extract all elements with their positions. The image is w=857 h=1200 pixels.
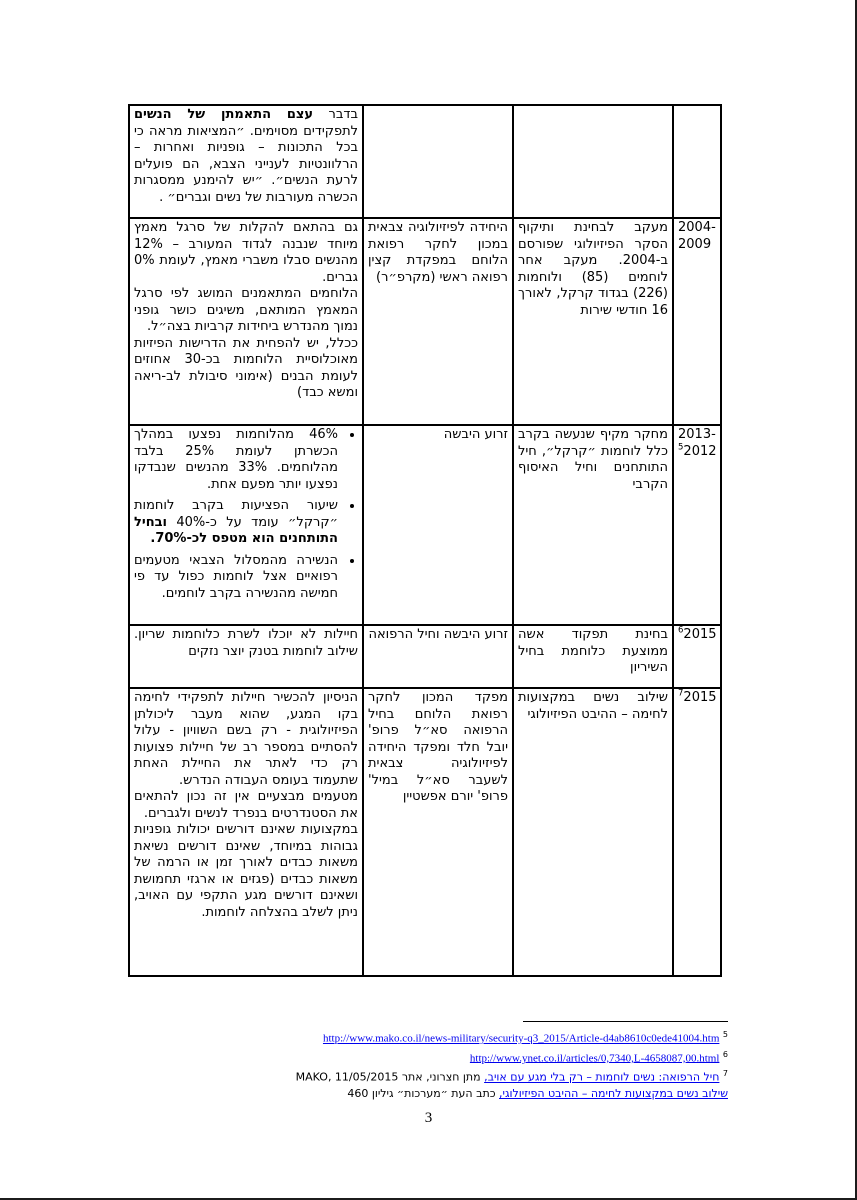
study-cell xyxy=(513,218,673,425)
findings-cell xyxy=(129,688,363,976)
findings-paragraph: הלוחמים המתאמנים המושג לפי סרגל המאמץ המותאם, משיגים כושר גופני נמוך מהנדרש ביחידות קרביות בצה״ל. xyxy=(134,286,358,334)
year-range-end: $^5$2012 xyxy=(678,442,717,459)
footnote-citation-text: כתב העת ״מערכות״ גיליון 460 xyxy=(347,1086,500,1100)
footnote-6 xyxy=(114,1047,728,1067)
table-row xyxy=(129,425,721,625)
findings-paragraph: הניסיון להכשיר חיילות לתפקידי לחימה בקו המגע, שהוא מעבר ליכולתן הפיזיולוגית - רק בשם השוויון - עלול להסתיים במספר רב של חיילות פצועות רק כדי לאתר את החיילת האחת שתעמוד בעומס העבודה הנדרש. xyxy=(134,690,358,788)
footnote-7 xyxy=(114,1066,728,1102)
findings-text: בדבר xyxy=(313,107,358,122)
findings-paragraph: חיילות לא יוכלו לשרת כלוחמות שריון. שילוב לוחמות בטנק יוצר נזקים xyxy=(134,627,358,659)
researcher-text: מפקד המכון לחקר רפואת הלוחם בחיל הרפואה סא״ל פרופ' יובל חלד ומפקד היחידה לפיזיולוגיה צבאית לשעבר סא״ל במיל' פרופ' יורם אפשטיין xyxy=(368,690,508,804)
bullet-item: • הנשירה מהמסלול הצבאי מטעמים רפואיים אצל לוחמות כפול עד פי חמישה מהנשירה בקרב לוחמים. xyxy=(134,553,340,603)
bullet-item: • שיעור הפציעות בקרב לוחמות ״קרקל״ עומד על כ-40% ובחיל התותחנים הוא מטפס לכ-70%. xyxy=(134,498,340,548)
footnote-ref[interactable]: 6 xyxy=(678,625,684,636)
table-row xyxy=(129,688,721,976)
footnote-citation-text: מתן חצרוני, אתר MAKO, 11/05/2015 xyxy=(295,1070,485,1084)
findings-paragraph: במקצועות שאינם דורשים יכולות גופניות גבוהות במיוחד, שאינם דורשים נשיאת משאות כבדים לאורך זמן או הרמה של משאות כבדים (פגזים או ארגזי תחמושת ושאינם דורשים מגע התקפי עם האויב, ניתן לשלב בהצלחה לוחמות. xyxy=(134,822,358,920)
year-cell xyxy=(673,425,721,625)
findings-text: לתפקידים מסוימים. ״המציאות מראה כי בכל התכונות – גופניות ואחרות – הרלוונטיות לענייני הצבא, הם פועלים לרעת הנשים״. ״יש להימנע ממסגרות הכשרה מעורבות של נשים וגברים״ . xyxy=(134,123,358,205)
study-text: מחקר מקיף שנעשה בקרב כלל לוחמות ״קרקל״, חיל התותחנים וחיל האיסוף הקרבי xyxy=(518,427,668,492)
footnote-link-mako-url[interactable]: http://www.mako.co.il/news-military/security-q3_2015/Article-d4ab8610c0ede41004.htm xyxy=(322,1032,720,1045)
study-cell xyxy=(513,105,673,218)
study-cell xyxy=(513,688,673,976)
footnote-link-ynet-url[interactable]: http://www.ynet.co.il/articles/0,7340,L-4658087,00.html xyxy=(469,1052,720,1065)
findings-paragraph: ככלל, יש להפחית את הדרישות הפיזיות מאוכלוסיית הלוחמות בכ-30 אחוזים לעומת הבנים (אימוני סיבולת לב-ריאה ומשא כבד) xyxy=(134,335,358,400)
footnote-link-article-2[interactable]: שילוב נשים במקצועות לחימה – ההיבט הפיזיולוגי, xyxy=(499,1086,728,1100)
findings-bold-text: ובחיל התותחנים הוא מטפס לכ-70%. xyxy=(134,514,338,546)
bullet-item: • 46% מהלוחמות נפצעו במהלך הכשרתן לעומת 25% בלבד מהלוחמים. 33% מהנשים שנבדקו נפצעו יותר מפעם אחת. xyxy=(134,427,340,493)
table-row xyxy=(129,625,721,688)
study-cell xyxy=(513,425,673,625)
footnote-number: 7 xyxy=(722,1069,728,1079)
study-cell xyxy=(513,625,673,688)
study-text: מעקב לבחינת ותיקוף הסקר הפיזיולוגי שפורסם ב-2004. מעקב אחר לוחמים (85) ולוחמות (226) בגדוד קרקל, לאורך 16 חודשי שירות xyxy=(518,220,668,318)
footnotes-section xyxy=(114,1021,728,1102)
footnote-ref[interactable]: 5 xyxy=(678,442,684,453)
table-row xyxy=(129,105,721,218)
researcher-text: זרוע היבשה וחיל הרפואה xyxy=(368,627,508,642)
footnote-link-article-1[interactable]: חיל הרפואה: נשים לוחמות – רק בלי מגע עם אויב, xyxy=(484,1070,720,1084)
findings-bullet-list xyxy=(134,427,358,602)
findings-bold-text: עצם התאמתן של הנשים xyxy=(134,107,314,122)
studies-table xyxy=(128,104,722,977)
year-cell xyxy=(673,105,721,218)
footnote-number: 5 xyxy=(722,1030,728,1039)
year-value: 2015 xyxy=(683,627,717,642)
year-range-end: 2009 xyxy=(678,236,712,252)
researcher-cell xyxy=(363,218,513,425)
findings-paragraph: מטעמים מבצעיים אין זה נכון להתאים את הסטנדרטים בנפרד לנשים ולגברים. xyxy=(134,789,358,821)
findings-cell xyxy=(129,105,363,218)
findings-paragraph: גם בהתאם להקלות של סרגל מאמץ מיוחד שנבנה לגדוד המעורב – 12% מהנשים סבלו משברי מאמץ, לעומת 0% גברים. xyxy=(134,220,358,285)
findings-cell xyxy=(129,625,363,688)
findings-cell xyxy=(129,218,363,425)
footnote-number: 6 xyxy=(722,1049,728,1059)
year-cell xyxy=(673,218,721,425)
footnote-ref[interactable]: 7 xyxy=(678,688,684,699)
findings-paragraph xyxy=(134,107,358,206)
researcher-text: היחידה לפיזיולוגיה צבאית במכון לחקר רפואת הלוחם במפקדת קצין רפואה ראשי (מקרפ״ר) xyxy=(368,220,508,285)
year-cell xyxy=(673,625,721,688)
researcher-text: זרוע היבשה xyxy=(443,427,508,442)
researcher-cell xyxy=(363,105,513,218)
researcher-cell xyxy=(363,688,513,976)
researcher-cell xyxy=(363,625,513,688)
footnote-5 xyxy=(114,1027,728,1047)
researcher-cell xyxy=(363,425,513,625)
page-number: 3 xyxy=(424,1110,433,1126)
study-text: שילוב נשים במקצועות לחימה – ההיבט הפיזיולוגי xyxy=(518,690,668,722)
year-value: 2015 xyxy=(683,690,717,705)
findings-cell xyxy=(129,425,363,625)
footnote-separator xyxy=(523,1021,728,1022)
year-cell xyxy=(673,688,721,976)
table-row xyxy=(129,218,721,425)
year-range-start: 2004- xyxy=(678,220,716,235)
study-text: בחינת תפקוד אשה ממוצעת כלוחמת בחיל השיריון xyxy=(518,627,668,675)
year-range-start: 2013- xyxy=(678,427,716,442)
